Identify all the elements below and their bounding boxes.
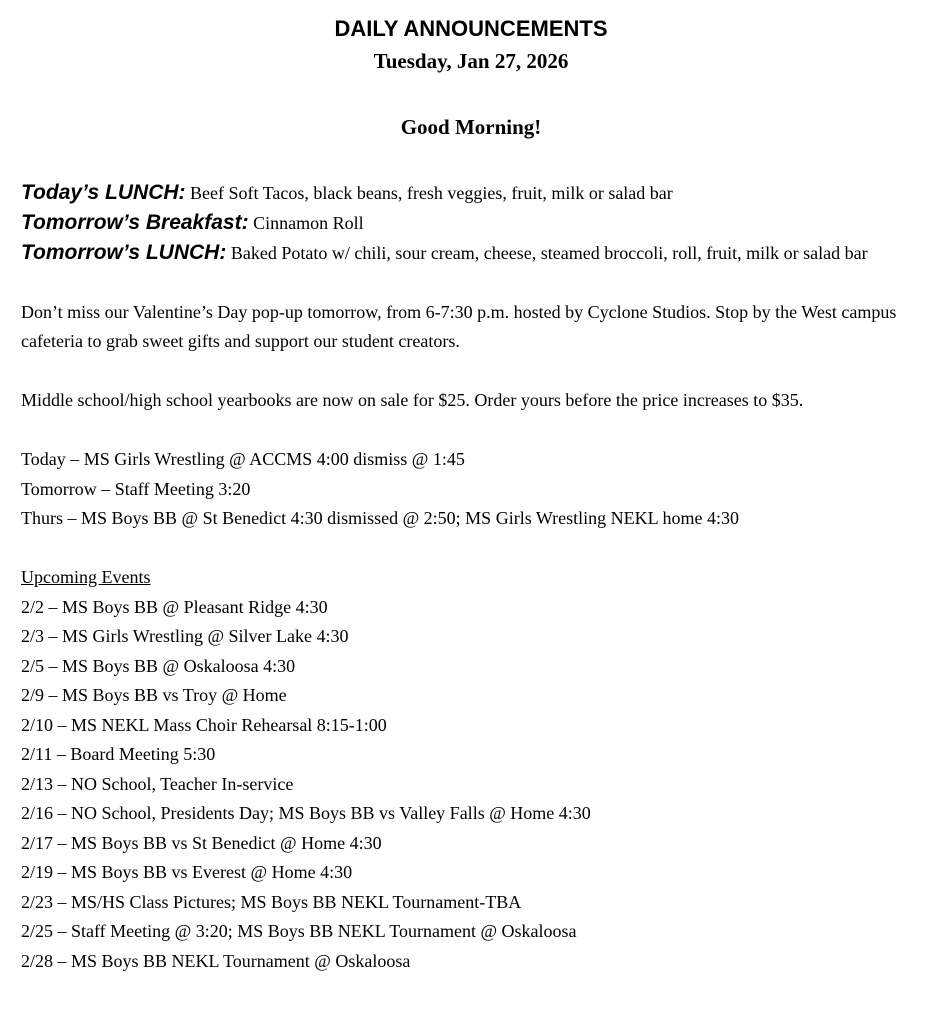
event-item: 2/23 – MS/HS Class Pictures; MS Boys BB NEKL Tournament-TBA (21, 891, 522, 912)
menu-today-lunch (21, 178, 921, 208)
schedule-item: Thurs – MS Boys BB @ St Benedict 4:30 dismissed @ 2:50; MS Girls Wrestling NEKL home 4:30 (21, 508, 739, 528)
event-item: 2/3 – MS Girls Wrestling @ Silver Lake 4:30 (21, 626, 349, 646)
schedule-item: Today – MS Girls Wrestling @ ACCMS 4:00 dismiss @ 1:45 (21, 449, 465, 469)
menu-text: Baked Potato w/ chili, sour cream, cheese, steamed broccoli, roll, fruit, milk or salad bar (230, 243, 868, 263)
event-item: 2/5 – MS Boys BB @ Oskaloosa 4:30 (21, 655, 296, 676)
event-item: 2/25 – Staff Meeting @ 3:20; MS Boys BB NEKL Tournament @ Oskaloosa (21, 921, 577, 941)
page-title: DAILY ANNOUNCEMENTS (334, 16, 608, 41)
menu-text: Cinnamon Roll (253, 213, 364, 233)
announcements-document (21, 14, 921, 976)
announcement-date: Tuesday, Jan 27, 2026 (373, 49, 569, 73)
menu-label: Today’s LUNCH: (21, 181, 186, 204)
event-item: 2/17 – MS Boys BB vs St Benedict @ Home 4:30 (21, 832, 382, 853)
menu-label: Tomorrow’s LUNCH: (21, 241, 227, 264)
event-item: 2/16 – NO School, Presidents Day; MS Boys BB vs Valley Falls @ Home 4:30 (21, 803, 591, 823)
event-item: 2/28 – MS Boys BB NEKL Tournament @ Oskaloosa (21, 950, 411, 971)
menu-text: Beef Soft Tacos, black beans, fresh veggies, fruit, milk or salad bar (190, 183, 673, 203)
announcement-valentine-popup: Don’t miss our Valentine’s Day pop-up tomorrow, from 6-7:30 p.m. hosted by Cyclone Studios. Stop by the West campus cafeteria to grab sweet gifts and support our student creators. (21, 301, 897, 351)
event-item: 2/11 – Board Meeting 5:30 (21, 744, 216, 764)
schedule-item: Tomorrow – Staff Meeting 3:20 (21, 478, 251, 499)
menu-label: Tomorrow’s Breakfast: (21, 211, 249, 234)
menu-tomorrow-lunch (21, 238, 921, 268)
announcement-yearbooks: Middle school/high school yearbooks are now on sale for $25. Order yours before the price increases to $35. (21, 390, 804, 410)
upcoming-events-heading: Upcoming Events (21, 567, 151, 587)
greeting: Good Morning! (400, 115, 542, 139)
upcoming-events (21, 563, 921, 976)
event-item: 2/19 – MS Boys BB vs Everest @ Home 4:30 (21, 862, 353, 882)
event-item: 2/13 – NO School, Teacher In-service (21, 773, 294, 794)
meal-menu (21, 178, 921, 268)
event-item: 2/2 – MS Boys BB @ Pleasant Ridge 4:30 (21, 596, 328, 617)
event-item: 2/9 – MS Boys BB vs Troy @ Home (21, 685, 287, 705)
this-week-schedule (21, 445, 921, 534)
menu-tomorrow-breakfast (21, 208, 921, 238)
event-item: 2/10 – MS NEKL Mass Choir Rehearsal 8:15-1:00 (21, 714, 387, 735)
